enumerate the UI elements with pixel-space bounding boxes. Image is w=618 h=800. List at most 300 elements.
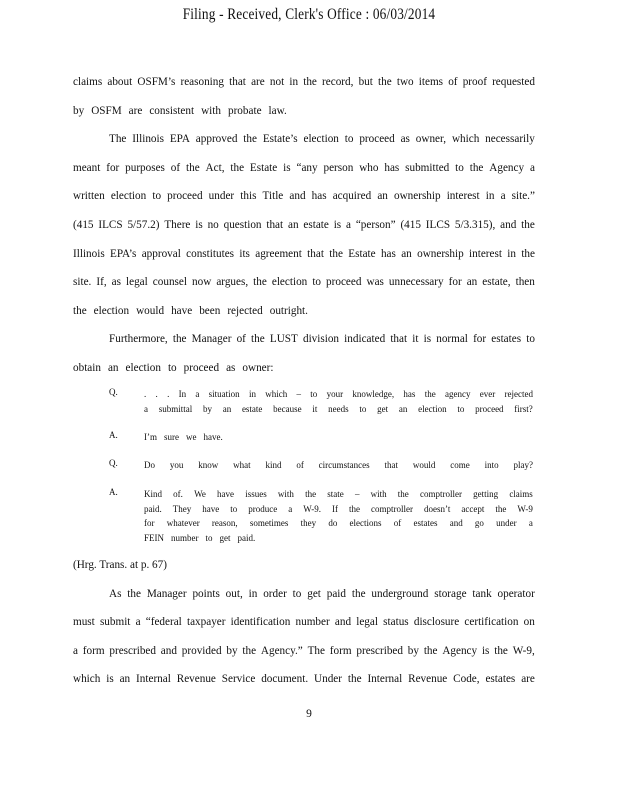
word: produce	[248, 503, 278, 514]
word: the	[243, 133, 257, 146]
word: FEIN	[144, 532, 164, 543]
word: your	[326, 389, 344, 399]
word: proceed	[183, 361, 220, 374]
word: have	[217, 489, 235, 499]
word: As	[109, 587, 122, 600]
word: and	[160, 644, 177, 657]
text-line	[73, 297, 535, 326]
word: accept	[461, 503, 485, 514]
word: LUST	[269, 333, 298, 346]
word: doesn’t	[424, 503, 451, 514]
word: The	[109, 133, 127, 146]
word: know	[198, 460, 219, 470]
word: Do	[144, 460, 155, 470]
word: by	[73, 104, 85, 117]
word: to	[167, 361, 177, 374]
word: provided	[181, 644, 222, 657]
word: W-9.	[303, 503, 322, 514]
word: for	[144, 518, 155, 528]
word: go	[474, 518, 484, 528]
word: get	[307, 587, 321, 600]
word: the	[230, 161, 245, 174]
word: Under	[314, 673, 342, 686]
text-line	[73, 665, 535, 694]
word: on	[523, 616, 535, 629]
word: a	[195, 389, 200, 399]
qa-label: A.	[109, 487, 118, 497]
qa-line	[144, 531, 533, 546]
word: the	[329, 247, 343, 260]
word: and	[289, 190, 306, 203]
document-body-continued	[73, 551, 535, 694]
word: If,	[96, 276, 107, 289]
word: the	[303, 76, 317, 88]
word: to	[359, 403, 367, 414]
word: comptroller	[371, 503, 414, 514]
word: by	[202, 403, 212, 414]
word: EPA’s	[110, 247, 137, 260]
word: owner,	[415, 133, 447, 146]
word: submit	[99, 616, 131, 629]
word: “federal	[145, 616, 182, 629]
word: constitutes	[186, 247, 235, 260]
text-line	[73, 154, 535, 183]
word: proceed	[326, 276, 362, 289]
word: claims	[73, 76, 103, 88]
word: election	[271, 276, 308, 289]
word: under	[208, 190, 235, 203]
text-line	[73, 268, 535, 297]
word: has	[380, 247, 396, 260]
word: are	[251, 76, 265, 88]
word: proceed	[475, 403, 504, 414]
word: situation	[208, 389, 240, 399]
document-body	[73, 68, 535, 383]
word: Revenue	[176, 673, 216, 686]
word: with	[370, 489, 387, 499]
word: who	[359, 161, 379, 174]
word: storage	[434, 587, 467, 600]
word: In	[178, 389, 187, 399]
word: Act,	[205, 161, 225, 174]
word: the	[378, 76, 392, 88]
word: has	[403, 389, 416, 399]
word: the	[494, 644, 508, 657]
word: in	[248, 587, 258, 600]
word: no	[207, 218, 219, 231]
word: proof	[462, 76, 487, 88]
word: of	[170, 161, 181, 174]
word: interest	[469, 247, 502, 260]
word: a	[135, 616, 141, 629]
word: that	[384, 460, 399, 470]
word: to	[455, 161, 464, 174]
text-line	[73, 97, 535, 126]
word: –	[296, 389, 302, 399]
word: whatever	[166, 518, 200, 528]
word: obtain	[73, 361, 101, 374]
word: to	[457, 403, 465, 414]
word: what	[233, 460, 251, 470]
word: of	[448, 76, 458, 88]
word: has	[384, 161, 400, 174]
word: status	[383, 616, 409, 629]
text-line	[73, 608, 535, 637]
word: that	[266, 218, 284, 231]
word: about	[107, 76, 133, 88]
qa-line	[144, 502, 533, 517]
word: a	[346, 218, 351, 231]
word: under	[496, 518, 517, 528]
word: rejected	[227, 304, 263, 317]
word: division	[302, 333, 340, 346]
word: the	[521, 247, 535, 260]
word: its	[239, 247, 250, 260]
word: the	[73, 304, 87, 317]
word: agreement	[255, 247, 302, 260]
text-line	[73, 325, 535, 354]
word: Estate’s	[262, 133, 298, 146]
word: to	[292, 587, 302, 600]
word: an	[401, 247, 412, 260]
word: this	[240, 190, 257, 203]
word: as	[111, 276, 121, 289]
word: the	[521, 218, 535, 231]
word: I’m	[144, 432, 157, 442]
word: 5/57.2)	[127, 218, 160, 231]
word: identification	[230, 616, 291, 629]
qa-line	[144, 430, 533, 445]
word: are	[521, 673, 535, 686]
word: approved	[195, 133, 238, 146]
word: proceed	[359, 133, 395, 146]
word: election	[418, 403, 447, 414]
word: normal	[436, 333, 468, 346]
word: –	[354, 489, 360, 499]
qa-label: Q.	[109, 387, 118, 397]
word: must	[73, 616, 95, 629]
word: and	[500, 218, 517, 231]
word: We	[194, 489, 206, 499]
word: prescribed	[109, 644, 156, 657]
word: consistent	[149, 104, 195, 117]
word: (415	[73, 218, 94, 231]
word: interest	[446, 190, 480, 203]
word: indicated	[344, 333, 386, 346]
word: come	[450, 460, 470, 470]
word: have.	[203, 432, 223, 442]
word: to	[310, 389, 318, 399]
word: an	[466, 276, 478, 289]
word: taxpayer	[186, 616, 226, 629]
word: out,	[225, 587, 243, 600]
word: is	[195, 218, 203, 231]
word: for	[448, 276, 462, 289]
word: estate	[241, 403, 263, 414]
word: number	[171, 532, 199, 543]
word: meant	[73, 161, 101, 174]
qa-line	[144, 516, 533, 531]
word: Estate	[348, 247, 376, 260]
text-line	[73, 211, 535, 240]
text-line	[73, 354, 535, 383]
word: Furthermore,	[109, 333, 168, 346]
word: to	[152, 190, 162, 203]
word: a	[73, 644, 78, 657]
word: to	[526, 333, 535, 346]
word: election	[125, 361, 161, 374]
word: Estate	[249, 161, 278, 174]
word: There	[164, 218, 191, 231]
word: we	[186, 432, 197, 442]
word: needs	[328, 403, 349, 414]
word: you	[169, 460, 184, 470]
word: Illinois	[73, 247, 105, 260]
word: play?	[513, 460, 533, 470]
word: “any	[296, 161, 318, 174]
word: “person”	[355, 218, 396, 231]
word: to	[205, 532, 213, 543]
word: an	[377, 190, 388, 203]
word: of	[296, 460, 304, 470]
word: the	[351, 587, 366, 600]
word: disclosure	[413, 616, 460, 629]
word: ILCS	[425, 218, 451, 231]
word: written	[73, 190, 105, 203]
word: is	[106, 673, 114, 686]
word: record,	[322, 76, 354, 88]
word: paid.	[144, 503, 162, 514]
word: a	[500, 190, 506, 203]
word: the	[469, 161, 484, 174]
word: the	[424, 389, 436, 399]
word: the	[347, 673, 362, 686]
word: necessarily	[485, 133, 535, 146]
word: estates	[485, 673, 516, 686]
word: is	[333, 218, 342, 231]
word: which	[451, 133, 480, 146]
word: been	[199, 304, 221, 317]
word: paid.	[237, 532, 256, 543]
word: kind	[265, 460, 282, 470]
word: the	[349, 503, 361, 514]
word: do	[328, 518, 338, 528]
word: in	[507, 247, 516, 260]
word: the	[251, 333, 265, 346]
word: OSFM’s	[137, 76, 176, 88]
word: a	[528, 518, 533, 528]
word: outright.	[269, 304, 308, 317]
word: owner:	[242, 361, 274, 374]
word: an	[119, 673, 131, 686]
word: the	[253, 276, 267, 289]
qa-line	[144, 458, 533, 473]
word: Agency	[489, 161, 525, 174]
word: then	[515, 276, 535, 289]
word: points	[192, 587, 220, 600]
word: which	[265, 389, 288, 399]
word: a	[529, 161, 535, 174]
word: sometimes	[249, 518, 289, 528]
word: reasoning	[180, 76, 224, 88]
word: would	[412, 460, 436, 470]
word: Manager	[191, 333, 232, 346]
word: for	[106, 161, 120, 174]
word: site.”	[511, 190, 535, 203]
word: to	[230, 503, 238, 514]
word: that	[390, 333, 408, 346]
word: ever	[479, 389, 496, 399]
word: the	[305, 489, 317, 499]
word: estate,	[482, 276, 511, 289]
word: Title	[262, 190, 284, 203]
word: a	[144, 403, 148, 414]
word: requested	[492, 76, 535, 88]
text-line	[73, 125, 535, 154]
word: prescribed	[356, 644, 403, 657]
qa-label: Q.	[109, 458, 118, 468]
word: number	[295, 616, 330, 629]
word: site.	[73, 276, 92, 289]
page-number: 9	[306, 708, 312, 720]
word: 5/3.315),	[454, 218, 496, 231]
word: the	[423, 644, 438, 657]
word: W-9,	[512, 644, 535, 657]
word: form	[82, 644, 105, 657]
word: proceed	[167, 190, 203, 203]
word: by	[226, 644, 238, 657]
word: EPA	[169, 133, 190, 146]
word: that	[307, 247, 324, 260]
citation: (Hrg. Trans. at p. 67)	[73, 559, 167, 571]
word: but	[358, 76, 373, 88]
word: acquired	[332, 190, 372, 203]
word: estate	[303, 218, 329, 231]
word: have	[202, 503, 220, 514]
word: document.	[261, 673, 309, 686]
word: has	[311, 190, 327, 203]
word: elections	[349, 518, 382, 528]
word: of	[236, 333, 246, 346]
qa-line	[144, 402, 533, 417]
word: Agency	[442, 644, 478, 657]
filing-header: Filing - Received, Clerk's Office : 06/03/2014	[182, 6, 436, 23]
word: .	[155, 389, 158, 399]
word: underground	[371, 587, 429, 600]
word: order	[263, 587, 287, 600]
word: with	[201, 104, 221, 117]
word: submitted	[405, 161, 450, 174]
word: approval	[141, 247, 181, 260]
word: rejected	[504, 389, 533, 399]
word: into	[484, 460, 499, 470]
word: agency	[444, 389, 471, 399]
word: was	[366, 276, 384, 289]
word: of.	[173, 489, 183, 499]
word: Code,	[453, 673, 480, 686]
word: form	[329, 644, 352, 657]
word: it	[312, 403, 318, 414]
word: probate	[227, 104, 262, 117]
word: is	[283, 161, 291, 174]
word: is	[423, 333, 432, 346]
word: (415	[400, 218, 421, 231]
word: purposes	[125, 161, 165, 174]
word: paid	[326, 587, 347, 600]
word: which	[73, 673, 101, 686]
word: counsel	[152, 276, 187, 289]
word: Service	[221, 673, 256, 686]
word: ownership	[393, 190, 441, 203]
word: The	[307, 644, 325, 657]
word: knowledge,	[352, 389, 395, 399]
word: law.	[268, 104, 287, 117]
word: .	[144, 389, 147, 399]
text-line	[73, 240, 535, 269]
word: .	[167, 389, 170, 399]
word: two	[396, 76, 414, 88]
word: and	[334, 616, 352, 629]
word: Revenue	[408, 673, 448, 686]
word: estates	[413, 518, 438, 528]
word: because	[273, 403, 302, 414]
word: have	[171, 304, 193, 317]
word: as	[226, 361, 236, 374]
word: submittal	[158, 403, 193, 414]
word: Agency.”	[260, 644, 303, 657]
word: to	[344, 133, 354, 146]
text-line	[73, 580, 535, 609]
word: to	[312, 276, 322, 289]
word: with	[277, 489, 294, 499]
word: Internal	[136, 673, 171, 686]
word: They	[172, 503, 192, 514]
word: estates	[491, 333, 522, 346]
word: the	[397, 489, 409, 499]
word: comptroller	[419, 489, 462, 499]
word: get	[377, 403, 389, 414]
word: an	[287, 218, 299, 231]
word: not	[269, 76, 285, 88]
word: Manager	[146, 587, 187, 600]
word: the	[495, 503, 507, 514]
word: for	[473, 333, 487, 346]
word: getting	[473, 489, 499, 499]
word: the	[242, 644, 257, 657]
word: items	[418, 76, 444, 88]
word: state	[327, 489, 344, 499]
word: in	[485, 190, 495, 203]
word: an	[398, 403, 408, 414]
word: are	[128, 104, 143, 117]
text-line	[73, 637, 535, 666]
qa-line	[144, 387, 533, 402]
text-line	[73, 68, 535, 97]
word: election	[303, 133, 339, 146]
word: the	[172, 333, 187, 346]
word: reason,	[211, 518, 238, 528]
word: question	[223, 218, 262, 231]
word: If	[332, 503, 339, 514]
word: election	[93, 304, 130, 317]
word: as	[400, 133, 410, 146]
word: they	[300, 518, 317, 528]
word: sure	[164, 432, 179, 442]
word: election	[110, 190, 147, 203]
qa-label: A.	[109, 430, 118, 440]
word: legal	[356, 616, 378, 629]
word: person	[323, 161, 354, 174]
